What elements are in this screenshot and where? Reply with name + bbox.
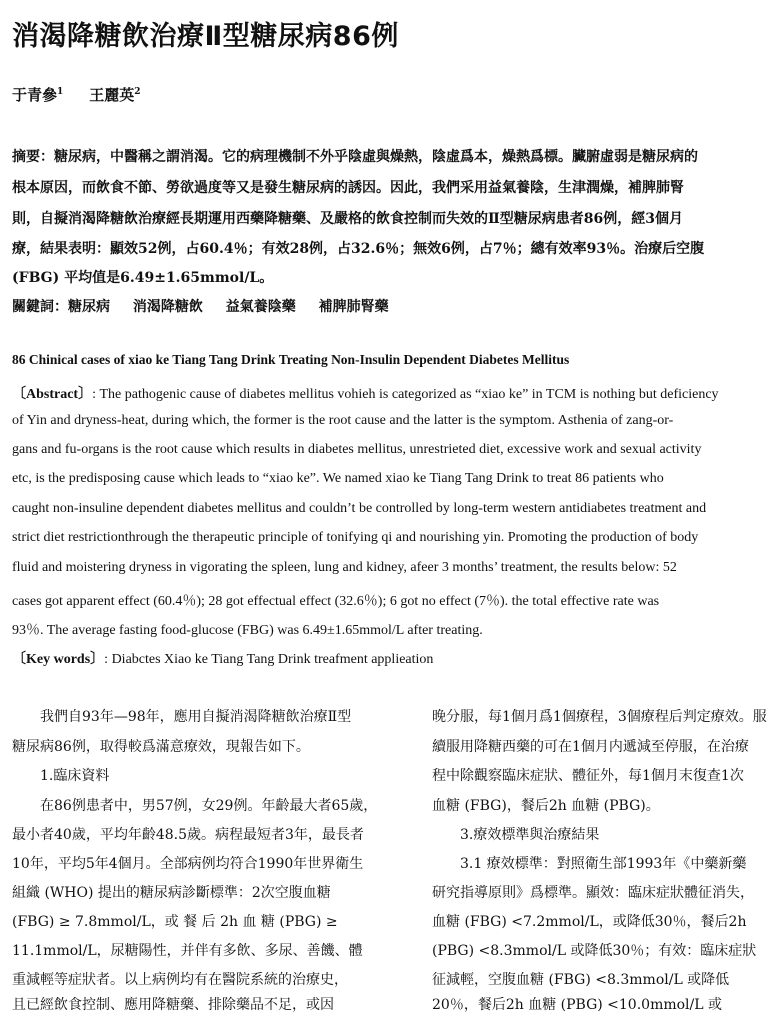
section-heading: 3.療效標準與治療結果	[432, 827, 600, 843]
abstract-en-line: gans and fu-organs is the root cause which results in diabetes mellitus, unrestrieted diet, excessive work and sexual activity	[12, 442, 702, 457]
body-text-line: 研究指導原則》爲標準。顯效：臨床症狀體征消失，	[432, 885, 754, 901]
body-text-line: 最小者40歲，平均年齡48.5歲。病程最短者3年，最長者	[12, 827, 364, 843]
keyword-zh: 消渴降糖飲	[132, 299, 203, 315]
body-text-line: 且已經飲食控制、應用降糖藥、排除藥品不足，或因	[12, 997, 334, 1013]
body-text-line: 我們自93年—98年，應用自擬消渴降糖飲治療Ⅱ型	[12, 709, 352, 725]
abstract-zh-lead: 摘要：	[12, 149, 54, 165]
author-name: 王麗英	[89, 86, 135, 104]
body-text-line: 20％，餐后2h 血糖 (PBG) <10.0mmol/L 或	[432, 997, 722, 1013]
keyword-zh: 糖尿病	[68, 299, 110, 315]
body-text-line: 征減輕，空腹血糖 (FBG) <8.3mmol/L 或降低	[432, 972, 730, 988]
abstract-en-line: caught non-insuline dependent diabetes mellitus and couldn’t be controlled by long-term western antidiabetes treatment and	[12, 501, 707, 516]
abstract-zh-line: 摘要：糖尿病，中醫稱之謂消渴。它的病理機制不外乎陰虛與燥熱，陰虛爲本，燥熱爲標。臟腑虛弱是糖尿病的	[12, 149, 698, 165]
body-text-line: 11.1mmol/L，尿糖陽性，并伴有多飲、多尿、善饑、體	[12, 943, 363, 959]
article-title: 消渴降糖飲治療Ⅱ型糖尿病86例	[12, 21, 399, 52]
body-text-line: 糖尿病86例，取得較爲滿意療效，現報告如下。	[12, 739, 310, 755]
body-text-line: 血糖 (FBG) <7.2mmol/L，或降低30％，餐后2h	[432, 914, 747, 930]
author-name: 于青參	[12, 86, 58, 104]
keywords-zh	[12, 296, 777, 316]
abstract-en-line: fluid and moistering dryness in vigorating the spleen, lung and kidney, afeer 3 months’ treatment, the results below: 52	[12, 560, 677, 575]
author-line	[12, 84, 141, 105]
author-affiliation-mark: 2	[134, 87, 141, 97]
body-text-line: 程中除觀察臨床症狀、體征外，每1個月末復查1次	[432, 768, 744, 784]
abstract-zh-line: 根本原因，而飲食不節、勞欲過度等又是發生糖尿病的誘因。因此，我們采用益氣養陰，生津潤燥，補脾肺腎	[12, 180, 684, 196]
author-affiliation-mark: 1	[57, 87, 64, 97]
body-text-line: 10年，平均5年4個月。全部病例均符合1990年世界衛生	[12, 856, 364, 872]
body-text-line: 晚分服，每1個月爲1個療程，3個療程后判定療效。服	[432, 709, 767, 725]
abstract-zh-line: (FBG) 平均值是6.49±1.65mmol/L。	[12, 270, 274, 286]
body-text-line: 血糖 (FBG)，餐后2h 血糖 (PBG)。	[432, 798, 660, 814]
keywords-en-lead: 〔Key words〕	[12, 652, 105, 667]
abstract-en-lead: 〔Abstract〕	[12, 387, 93, 402]
abstract-en-line: strict diet restrictionthrough the therapeutic principle of tonifying qi and nourishing yin. Promoting the production of body	[12, 530, 699, 545]
body-text-line: 在86例患者中，男57例，女29例。年齡最大者65歲，	[12, 798, 378, 814]
abstract-en-line: etc, is the predisposing cause which leads to “xiao ke”. We named xiao ke Tiang Tang Drink to treat 86 patients who	[12, 471, 664, 486]
keyword-zh: 補脾肺腎藥	[318, 299, 389, 315]
body-text-line: 3.1 療效標準：對照衛生部1993年《中藥新藥	[432, 856, 747, 872]
abstract-en-line: cases got apparent effect (60.4％); 28 got effectual effect (32.6％); 6 got no effect (7％). the total effective rate was	[12, 594, 660, 609]
body-text-line: 組織 (WHO) 提出的糖尿病診斷標準：2次空腹血糖	[12, 885, 331, 901]
abstract-en-line: 93％. The average fasting food-glucose (FBG) was 6.49±1.65mmol/L after treating.	[12, 623, 483, 638]
body-text-line: (PBG) <8.3mmol/L 或降低30％；有效：臨床症狀	[432, 943, 757, 959]
body-text-line: (FBG) ≥ 7.8mmol/L，或 餐 后 2h 血 糖 (PBG) ≥	[12, 914, 338, 930]
section-heading: 1.臨床資料	[12, 768, 110, 784]
body-text-line: 續服用降糖西藥的可在1個月内遞減至停服，在治療	[432, 739, 749, 755]
body-text-line: 重減輕等症狀者。以上病例均有在醫院系統的治療史，	[12, 972, 348, 988]
keywords-zh-lead: 關鍵詞：	[12, 299, 68, 315]
abstract-zh-line: 療，結果表明：顯效52例，占60.4％；有效28例，占32.6％；無效6例，占7％；總有效率93％。治療后空腹	[12, 241, 705, 257]
abstract-zh-line: 則，自擬消渴降糖飲治療經長期運用西藥降糖藥、及嚴格的飲食控制而失效的Ⅱ型糖尿病患者86例，經3個月	[12, 211, 684, 227]
keywords-en: 〔Key words〕: Diabctes Xiao ke Tiang Tang Drink treafment applieation	[12, 652, 434, 667]
keyword-zh: 益氣養陰藥	[225, 299, 296, 315]
english-title: 86 Chinical cases of xiao ke Tiang Tang Drink Treating Non-Insulin Dependent Diabetes Mellitus	[12, 352, 570, 367]
abstract-en-line: 〔Abstract〕: The pathogenic cause of diabetes mellitus vohieh is categorized as “xiao ke” in TCM is nothing but deficiency	[12, 387, 719, 402]
abstract-en-line: of Yin and dryness-heat, during which, the former is the root cause and the latter is the symptom. Asthenia of zang-or-	[12, 413, 674, 428]
